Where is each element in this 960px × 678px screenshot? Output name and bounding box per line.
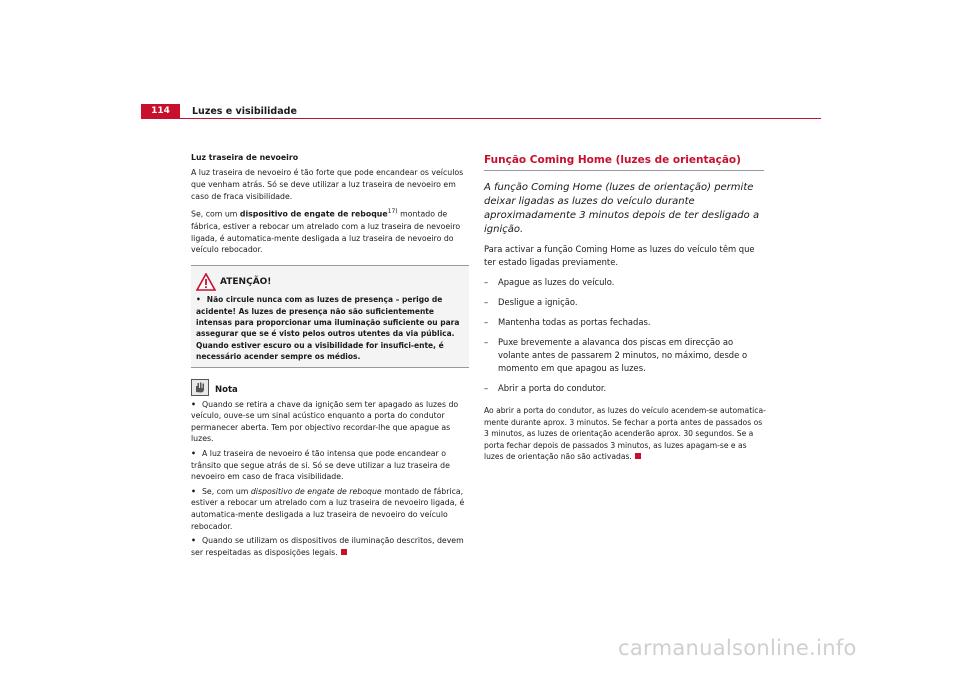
step-item: [484, 316, 766, 329]
closing-paragraph: [484, 405, 766, 463]
step-text: Puxe brevemente a alavanca dos piscas em direcção ao volante antes de passarem 2 minutos, no máximo, desde o momento em que apagou as luzes.: [498, 337, 748, 373]
bold-term: dispositivo de engate de reboque: [239, 209, 388, 219]
bullet: •: [191, 486, 196, 496]
end-square-icon: [341, 549, 347, 555]
warning-header: [196, 272, 464, 292]
step-item: [484, 296, 766, 309]
dash: –: [484, 383, 489, 393]
warning-text-body: Não circule nunca com as luzes de presença – perigo de acidente! As luzes de presença não são suficientemente intensas para proporcionar uma iluminação suficiente ou para assegurar que se é visto pelos outros utentes da via pública. Quando estiver escuro ou a visibilidade for insufici-ente, é necessário acender sempre os médios.: [196, 295, 460, 362]
step-item: [484, 382, 766, 395]
text-run: Se, com um: [201, 486, 251, 496]
note-item: [191, 535, 469, 558]
note-header: [191, 378, 469, 396]
warning-box: [191, 265, 469, 367]
dash: –: [484, 277, 489, 287]
note-item: [191, 399, 469, 445]
note-item-text: A luz traseira de nevoeiro é tão intensa que pode encandear o trânsito que segue atrás de si. Só se deve utilizar a luz traseira de nevoeiro em caso de fraca visibilidade.: [191, 448, 450, 482]
dash: –: [484, 337, 489, 347]
warning-triangle-icon: [196, 273, 216, 291]
page-number: 114: [141, 104, 180, 119]
bullet: •: [196, 295, 201, 305]
note-item: [191, 486, 469, 532]
warning-title: ATENÇÃO!: [220, 277, 272, 288]
paragraph-tow-hitch: [191, 206, 469, 256]
heading-rule: [484, 170, 764, 171]
section-title: Luzes e visibilidade: [192, 106, 297, 117]
right-column: [484, 152, 766, 463]
bullet: •: [191, 448, 196, 458]
bullet: •: [191, 399, 196, 409]
step-text: Mantenha todas as portas fechadas.: [498, 317, 651, 327]
end-square-icon: [635, 453, 641, 459]
page-header: [141, 104, 821, 122]
note-item: [191, 448, 469, 483]
dash: –: [484, 297, 489, 307]
step-text: Desligue a ignição.: [498, 297, 578, 307]
watermark: carmanualsonline.info: [618, 636, 857, 660]
step-text: Apague as luzes do veículo.: [498, 277, 615, 287]
note-hand-icon: [191, 379, 209, 396]
dash: –: [484, 317, 489, 327]
body-paragraph: Para activar a função Coming Home as luzes do veículo têm que ter estado ligadas previamente.: [484, 244, 755, 267]
step-item: [484, 276, 766, 289]
subheading-fog-light: Luz traseira de nevoeiro: [191, 153, 299, 162]
warning-text: [196, 294, 464, 362]
header-rule: [180, 118, 821, 119]
step-text: Abrir a porta do condutor.: [498, 383, 607, 393]
paragraph-fog-light: A luz traseira de nevoeiro é tão forte que pode encandear os veículos que venham atrás. Só se deve utilizar a luz traseira de nevoeiro em caso de fraca visibilidade.: [191, 168, 464, 201]
italic-term: dispositivo de engate de reboque: [250, 486, 382, 496]
closing-text: Ao abrir a porta do condutor, as luzes do veículo acendem-se automatica-mente durante aprox. 3 minutos. Se fechar a porta antes de passados os 3 minutos, as luzes de orientação acenderão aprox. 30 segundos. Se a porta fechar depois de passados 3 minutos, as luzes apagam-se e as luzes de orientação não são activadas.: [484, 406, 766, 462]
text-run: Se, com um: [191, 209, 240, 219]
text-run: montado de fábrica, estiver a rebocar um atrelado com a luz traseira de nevoeiro ligada, é automatica-mente desligada a luz traseira de nevoeiro do veículo rebocador.: [191, 209, 461, 255]
note-title: Nota: [215, 384, 238, 395]
left-column: [191, 152, 469, 558]
bullet: •: [191, 536, 196, 546]
footnote-ref: 17): [387, 208, 398, 216]
text-run: montado de fábrica, estiver a rebocar um atrelado com a luz traseira de nevoeiro ligada, é automatica-mente desligada a luz traseira de nevoeiro do veículo rebocador.: [191, 486, 465, 531]
note-item-text: Quando se retira a chave da ignição sem ter apagado as luzes do veículo, ouve-se um sinal acústico enquanto a porta do condutor permanecer aberta. Tem por objectivo recordar-lhe que apague as luzes.: [191, 399, 459, 444]
note-item-text: Quando se utilizam os dispositivos de iluminação descritos, devem ser respeitadas as disposições legais.: [191, 536, 464, 557]
step-item: [484, 336, 766, 375]
section-heading: Função Coming Home (luzes de orientação): [484, 154, 741, 166]
intro-italic: A função Coming Home (luzes de orientação) permite deixar ligadas as luzes do veículo durante aproximadamente 3 minutos depois de ter desligado a ignição.: [484, 182, 760, 235]
